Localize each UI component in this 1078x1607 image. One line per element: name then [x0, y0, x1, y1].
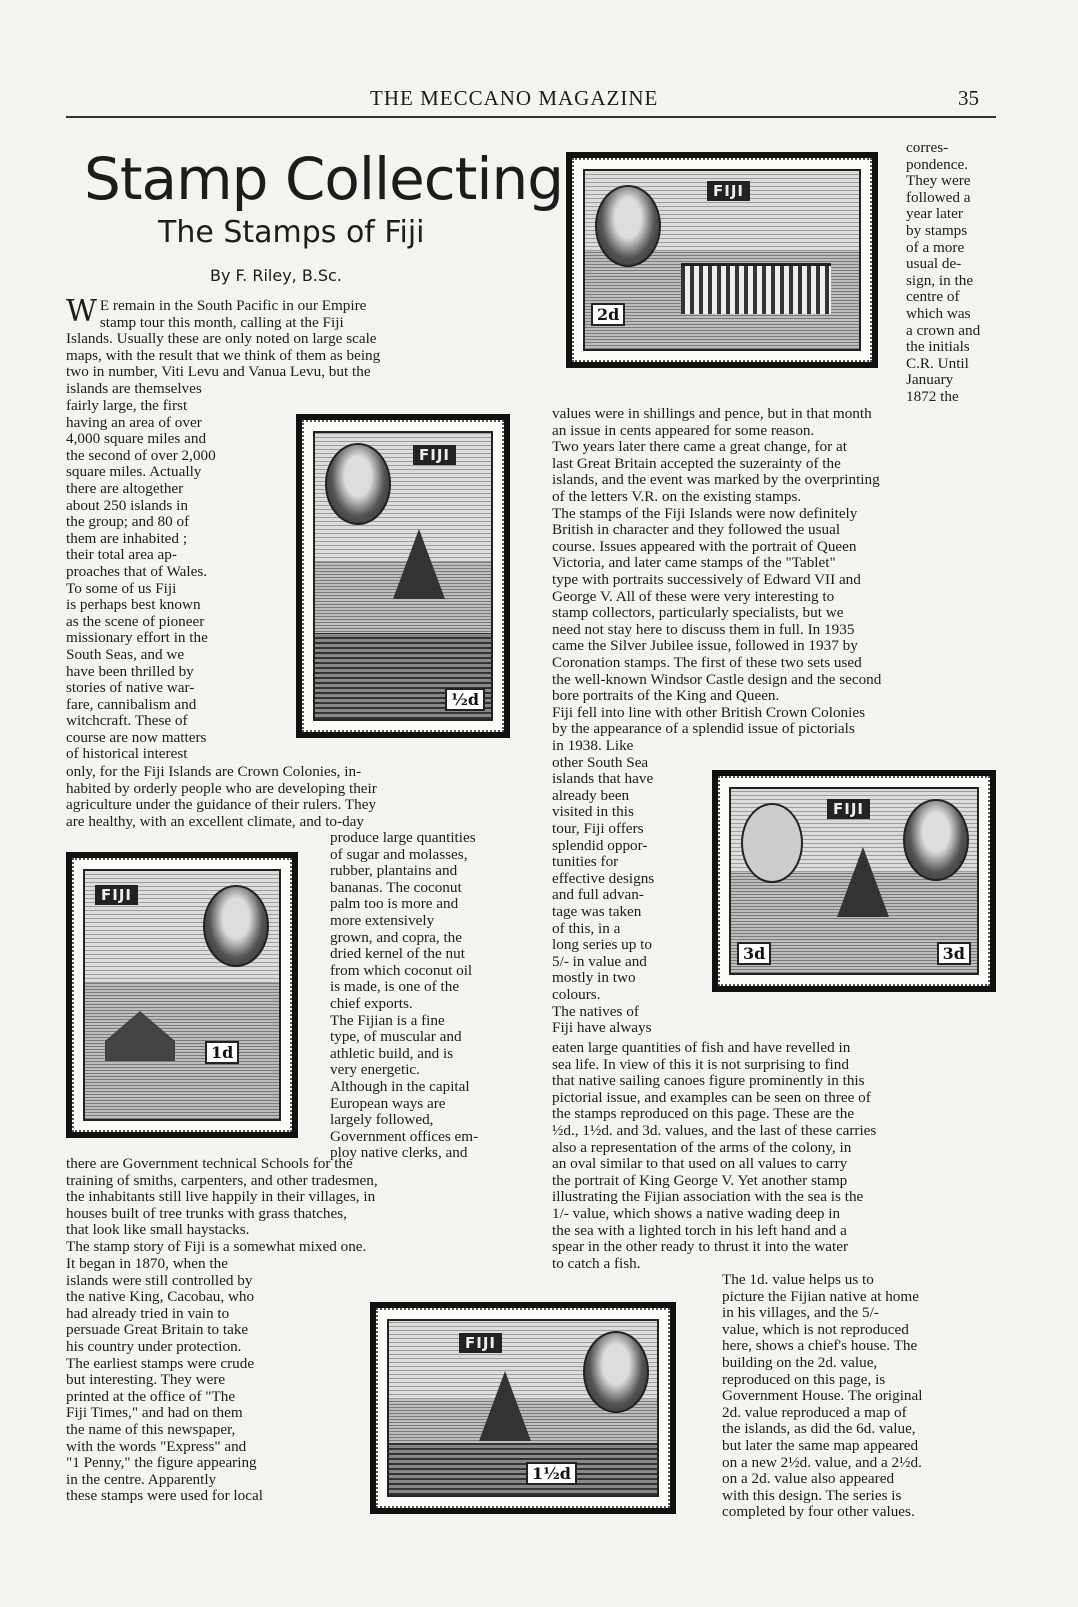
king-portrait [325, 443, 391, 525]
government-house-building [681, 263, 831, 314]
stamp-value-label-left: 3d [737, 942, 771, 965]
stamp-country-label: FIJI [413, 445, 456, 465]
king-portrait [595, 185, 661, 267]
coat-of-arms [741, 803, 803, 883]
magazine-title: THE MECCANO MAGAZINE [370, 86, 659, 110]
text-column-narrow-1: fairly large, the first having an area of over 4,000 square miles and the second of over 2,000 square miles. Actually there are altogether about 250 islands in the group; and 80 of them are inhabited ; their total area ap- proaches that of Wales. To some of us Fiji is perhaps best known as the scene of pioneer missionary effort in the South Seas, and we have been thrilled by stories of native war- fare, cannibalism and witchcraft. These of course are now matters of historical interest [66, 397, 216, 763]
text-column-narrow-4: corres- pondence. They were followed a year later by stamps of a more usual de- sign, in the centre of which was a crown and the initials C.R. Until January 1872 the [906, 139, 981, 405]
stamp-1-and-half-d-canoe [370, 1302, 676, 1514]
stamp-value-label: 2d [591, 303, 625, 326]
text-column-full-4: eaten large quantities of fish and have revelled in sea life. In view of this it is not surprising to find that native sailing canoes figure prominently in this pictorial issue, and examples can be seen on three of the stamps reproduced on this page. These are the ½d., 1½d. and 3d. values, and the last of these carries also a representation of the arms of the colony, in an oval similar to that used on all values to carry the portrait of King George V. Yet another stamp illustrating the Fijian association with the sea is the 1/- value, which shows a native wading deep in the sea with a lighted torch in his left hand and a spear in the other ready to thrust it into the water to catch a fish. [552, 1039, 877, 1272]
text-column-full-2: there are Government technical Schools for the training of smiths, carpenters, and other tradesmen, the inhabitants still live happily in their villages, in houses built of tree trunks with grass thatches, that look like small haystacks. The stamp story of Fiji is a somewhat mixed one. [66, 1155, 378, 1255]
article-title: Stamp Collecting [84, 145, 564, 213]
king-portrait [583, 1331, 649, 1413]
stamp-halfpenny-canoe [296, 414, 510, 738]
stamp-country-label: FIJI [95, 885, 138, 905]
canoe-sail [393, 529, 445, 599]
king-portrait [903, 799, 969, 881]
text-column-narrow-6: The 1d. value helps us to picture the Fijian native at home in his villages, and the 5/- value, which is not reproduced here, shows a chief's house. The building on the 2d. value, reproduced on this page, is Government House. The original 2d. value reproduced a map of the islands, as did the 6d. value, but later the same map appeared on a new 2½d. value, and a 2½d. on a 2d. value also appeared with this design. The series is completed by four other values. [722, 1271, 923, 1521]
stamp-value-label: 1½d [526, 1462, 577, 1485]
thatched-hut [105, 1011, 175, 1061]
article-byline: By F. Riley, B.Sc. [210, 266, 342, 285]
stamp-value-label-right: 3d [937, 942, 971, 965]
drop-cap: W [66, 294, 97, 329]
stamp-country-label: FIJI [459, 1333, 502, 1353]
canoe-sail [837, 847, 889, 917]
text-column-full-3: values were in shillings and pence, but in that month an issue in cents appeared for some reason. Two years later there came a great change, for at last Great Britain accepted the suzerainty of the islands, and the event was marked by the overprinting of the letters V.R. on the existing stamps. The stamps of the Fiji Islands were now definitely British in character and they followed the usual course. Issues appeared with the portrait of Queen Victoria, and later came stamps of the "Tablet" type with portraits successively of Edward VII and George V. All of these were very interesting to stamp collectors, particularly specialists, but we need not stay here to discuss them in full. In 1935 came the Silver Jubilee issue, followed in 1937 by Coronation stamps. The first of these two sets used the well-known Windsor Castle design and the second bore portraits of the King and Queen. Fiji fell into line with other British Crown Colonies by the appearance of a splendid issue of pictorials [552, 405, 882, 738]
stamp-value-label: 1d [205, 1041, 239, 1064]
canoe-sail [479, 1371, 531, 1441]
stamp-country-label: FIJI [827, 799, 870, 819]
stamp-country-label: FIJI [707, 181, 750, 201]
stamp-3d-arms-canoe [712, 770, 996, 992]
text-column-narrow-3: It began in 1870, when the islands were still controlled by the native King, Cacobau, who had already tried in vain to persuade Great Britain to take his country under protection. The earliest stamps were crude but interesting. They were printed at the office of "The Fiji Times," and had on them the name of this newspaper, with the words "Express" and "1 Penny," the figure appearing in the centre. Apparently these stamps were used for local [66, 1255, 263, 1505]
text-column-narrow-5: in 1938. Like other South Sea islands that have already been visited in this tour, Fiji offers splendid oppor- tunities for effective designs and full advan- tage was taken of this, in a long series up to 5/- in value and mostly in two colours. The natives of Fiji have always [552, 737, 655, 1037]
text-column-full-1: only, for the Fiji Islands are Crown Colonies, in- habited by orderly people who are developing their agriculture under the guidance of their rulers. They are healthy, with an excellent climate, and to-day [66, 763, 377, 830]
king-portrait [203, 885, 269, 967]
text-intro: E remain in the South Pacific in our Empire stamp tour this month, calling at the Fiji Islands. Usually these are only noted on large scale maps, with the result that we think of them as being two in number, Viti Levu and Vanua Levu, but the islands are themselves [66, 297, 381, 397]
text-column-narrow-2: produce large quantities of sugar and molasses, rubber, plantains and bananas. The coconut palm too is more and more extensively grown, and copra, the dried kernel of the nut from which coconut oil is made, is one of the chief exports. The Fijian is a fine type, of muscular and athletic build, and is very energetic. Although in the capital European ways are largely followed, Government offices em- ploy native clerks, and [330, 829, 479, 1162]
stamp-2d-government-house [566, 152, 878, 368]
stamp-1d-village [66, 852, 298, 1138]
header-rule [66, 116, 996, 118]
article-subtitle: The Stamps of Fiji [158, 215, 425, 250]
paragraph-intro [66, 294, 510, 398]
stamp-value-label: ½d [445, 688, 485, 711]
page-number: 35 [958, 86, 979, 110]
